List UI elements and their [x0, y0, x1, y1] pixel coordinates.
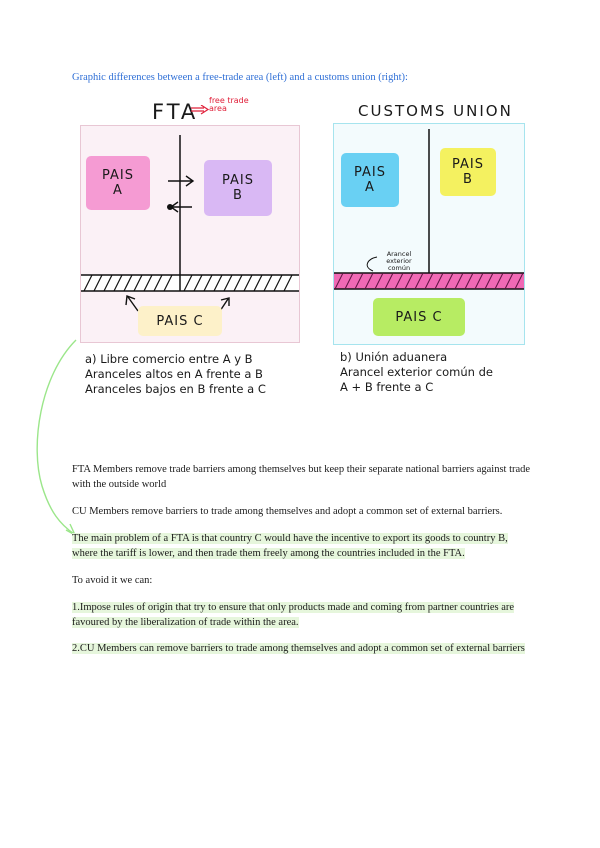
- paragraph-to-avoid: To avoid it we can:: [72, 575, 153, 586]
- cu-title: CUSTOMS UNION: [358, 102, 513, 120]
- arancel-exterior-label: Arancel exterior común: [386, 250, 412, 272]
- fta-caption: a) Libre comercio entre A y B Aranceles altos en A frente a B Aranceles bajos en B frente a C: [85, 352, 266, 396]
- highlight-main-problem: The main problem of a FTA is that country C would have the incentive to export its goods to country B, where the tariff is lower, and then trade them freely among the countries included in the FTA.: [72, 533, 508, 559]
- paragraph-cu-common-barriers: [72, 641, 532, 656]
- cu-caption: b) Unión aduanera Arancel exterior común de A + B frente a C: [340, 350, 493, 394]
- fta-pais-b-box: PAIS B: [204, 160, 272, 216]
- highlight-cu-common-barriers: 2.CU Members can remove barriers to trade among themselves and adopt a common set of external barriers: [72, 643, 525, 654]
- fta-pais-c-box: PAIS C: [138, 306, 222, 336]
- paragraph-cu-members: CU Members remove barriers to trade among themselves and adopt a common set of external barriers.: [72, 506, 503, 517]
- fta-title: FTA: [152, 100, 199, 124]
- paragraph-rules-of-origin: [72, 600, 532, 630]
- paragraph-fta-members: FTA Members remove trade barriers among themselves but keep their separate national barriers against trade with the outside world: [72, 464, 531, 490]
- highlight-rules-of-origin: 1.Impose rules of origin that try to ensure that only products made and coming from partner countries are favoured by the liberalization of trade within the area.: [72, 602, 515, 628]
- cu-pais-b-box: PAIS B: [440, 148, 496, 196]
- fta-note-arrow-icon: [190, 105, 210, 115]
- cu-pais-c-box: PAIS C: [373, 298, 465, 336]
- paragraph-main-problem: [72, 531, 532, 561]
- fta-pais-a-box: PAIS A: [86, 156, 150, 210]
- fta-note: free trade area: [209, 96, 249, 113]
- cu-pais-a-box: PAIS A: [341, 153, 399, 207]
- page-heading: Graphic differences between a free-trade area (left) and a customs union (right):: [72, 72, 408, 83]
